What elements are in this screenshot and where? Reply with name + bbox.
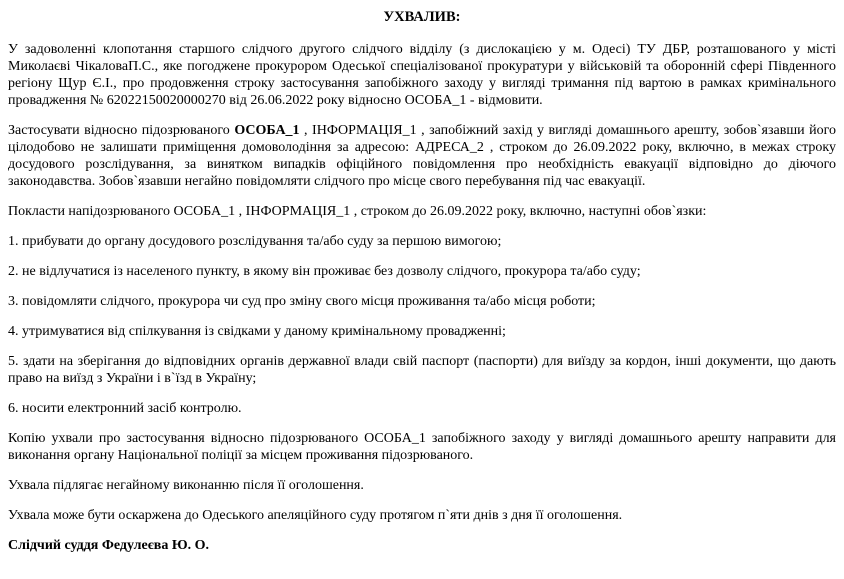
paragraph-refusal: У задоволенні клопотання старшого слідчого другого слідчого відділу (з дислокацією у м. Одесі) ТУ ДБР, розташованого у місті Миколаєві ЧікаловаП.С., яке погоджене прокурором Одеської спеціалізованої прокуратури у військовій та оборонній сфері Південного регіону Щур Є.І., про продовження строку застосування запобіжного заходу у вигляді тримання під вартою в рамках кримінального провадження № 62022150020000270 від 26.06.2022 року відносно ОСОБА_1 - відмовити. xyxy=(8,42,836,108)
obligation-item-3: 3. повідомляти слідчого, прокурора чи суд про зміну свого місця проживання та/або місця роботи; xyxy=(8,294,596,309)
ruling-heading: УХВАЛИВ: xyxy=(383,9,461,25)
measure-text-post: , ІНФОРМАЦІЯ_1 , запобіжний захід у вигляді домашнього арешту, зобов`язавши його цілодобово не залишати приміщення домоволодіння за адресою: АДРЕСА_2 , строком до 26.09.2022 року, включно, в межах строку досудового розслідування, за винятком випадків офіційного повідомлення про необхідність евакуації відповідно до діючого законодавства. Зобов`язавши негайно повідомляти слідчого про місце свого перебування під час евакуації. xyxy=(8,123,836,189)
paragraph-appeal: Ухвала може бути оскаржена до Одеського апеляційного суду протягом п`яти днів з дня її оголошення. xyxy=(8,508,623,523)
obligation-item-4: 4. утримуватися від спілкування із свідками у даному кримінальному провадженні; xyxy=(8,324,506,339)
paragraph-preventive-measure xyxy=(8,122,836,190)
obligation-item-5: 5. здати на зберігання до відповідних органів державної влади свій паспорт (паспорти) для виїзду за кордон, інші документи, що дають право на виїзд з України і в`їзд в Україну; xyxy=(8,354,836,386)
paragraph-obligations-intro: Покласти напідозрюваного ОСОБА_1 , ІНФОРМАЦІЯ_1 , строком до 26.09.2022 року, включно, наступні обов`язки: xyxy=(8,204,707,219)
obligation-item-6: 6. носити електронний засіб контролю. xyxy=(8,401,242,416)
obligation-item-1: 1. прибувати до органу досудового розслідування та/або суду за першою вимогою; xyxy=(8,234,502,249)
paragraph-copy-delivery: Копію ухвали про застосування відносно підозрюваного ОСОБА_1 запобіжного заходу у вигляді домашнього арешту направити для виконання органу Національної поліції за місцем проживання підозрюваного. xyxy=(8,431,836,463)
person-name-bold: ОСОБА_1 xyxy=(234,123,300,138)
paragraph-immediate-execution: Ухвала підлягає негайному виконанню після її оголошення. xyxy=(8,478,364,493)
judge-signature: Слідчий суддя Федулеєва Ю. О. xyxy=(8,538,209,553)
obligation-item-2: 2. не відлучатися із населеного пункту, в якому він проживає без дозволу слідчого, прокурора та/або суду; xyxy=(8,264,641,279)
measure-text-pre: Застосувати відносно підозрюваного xyxy=(8,123,235,138)
